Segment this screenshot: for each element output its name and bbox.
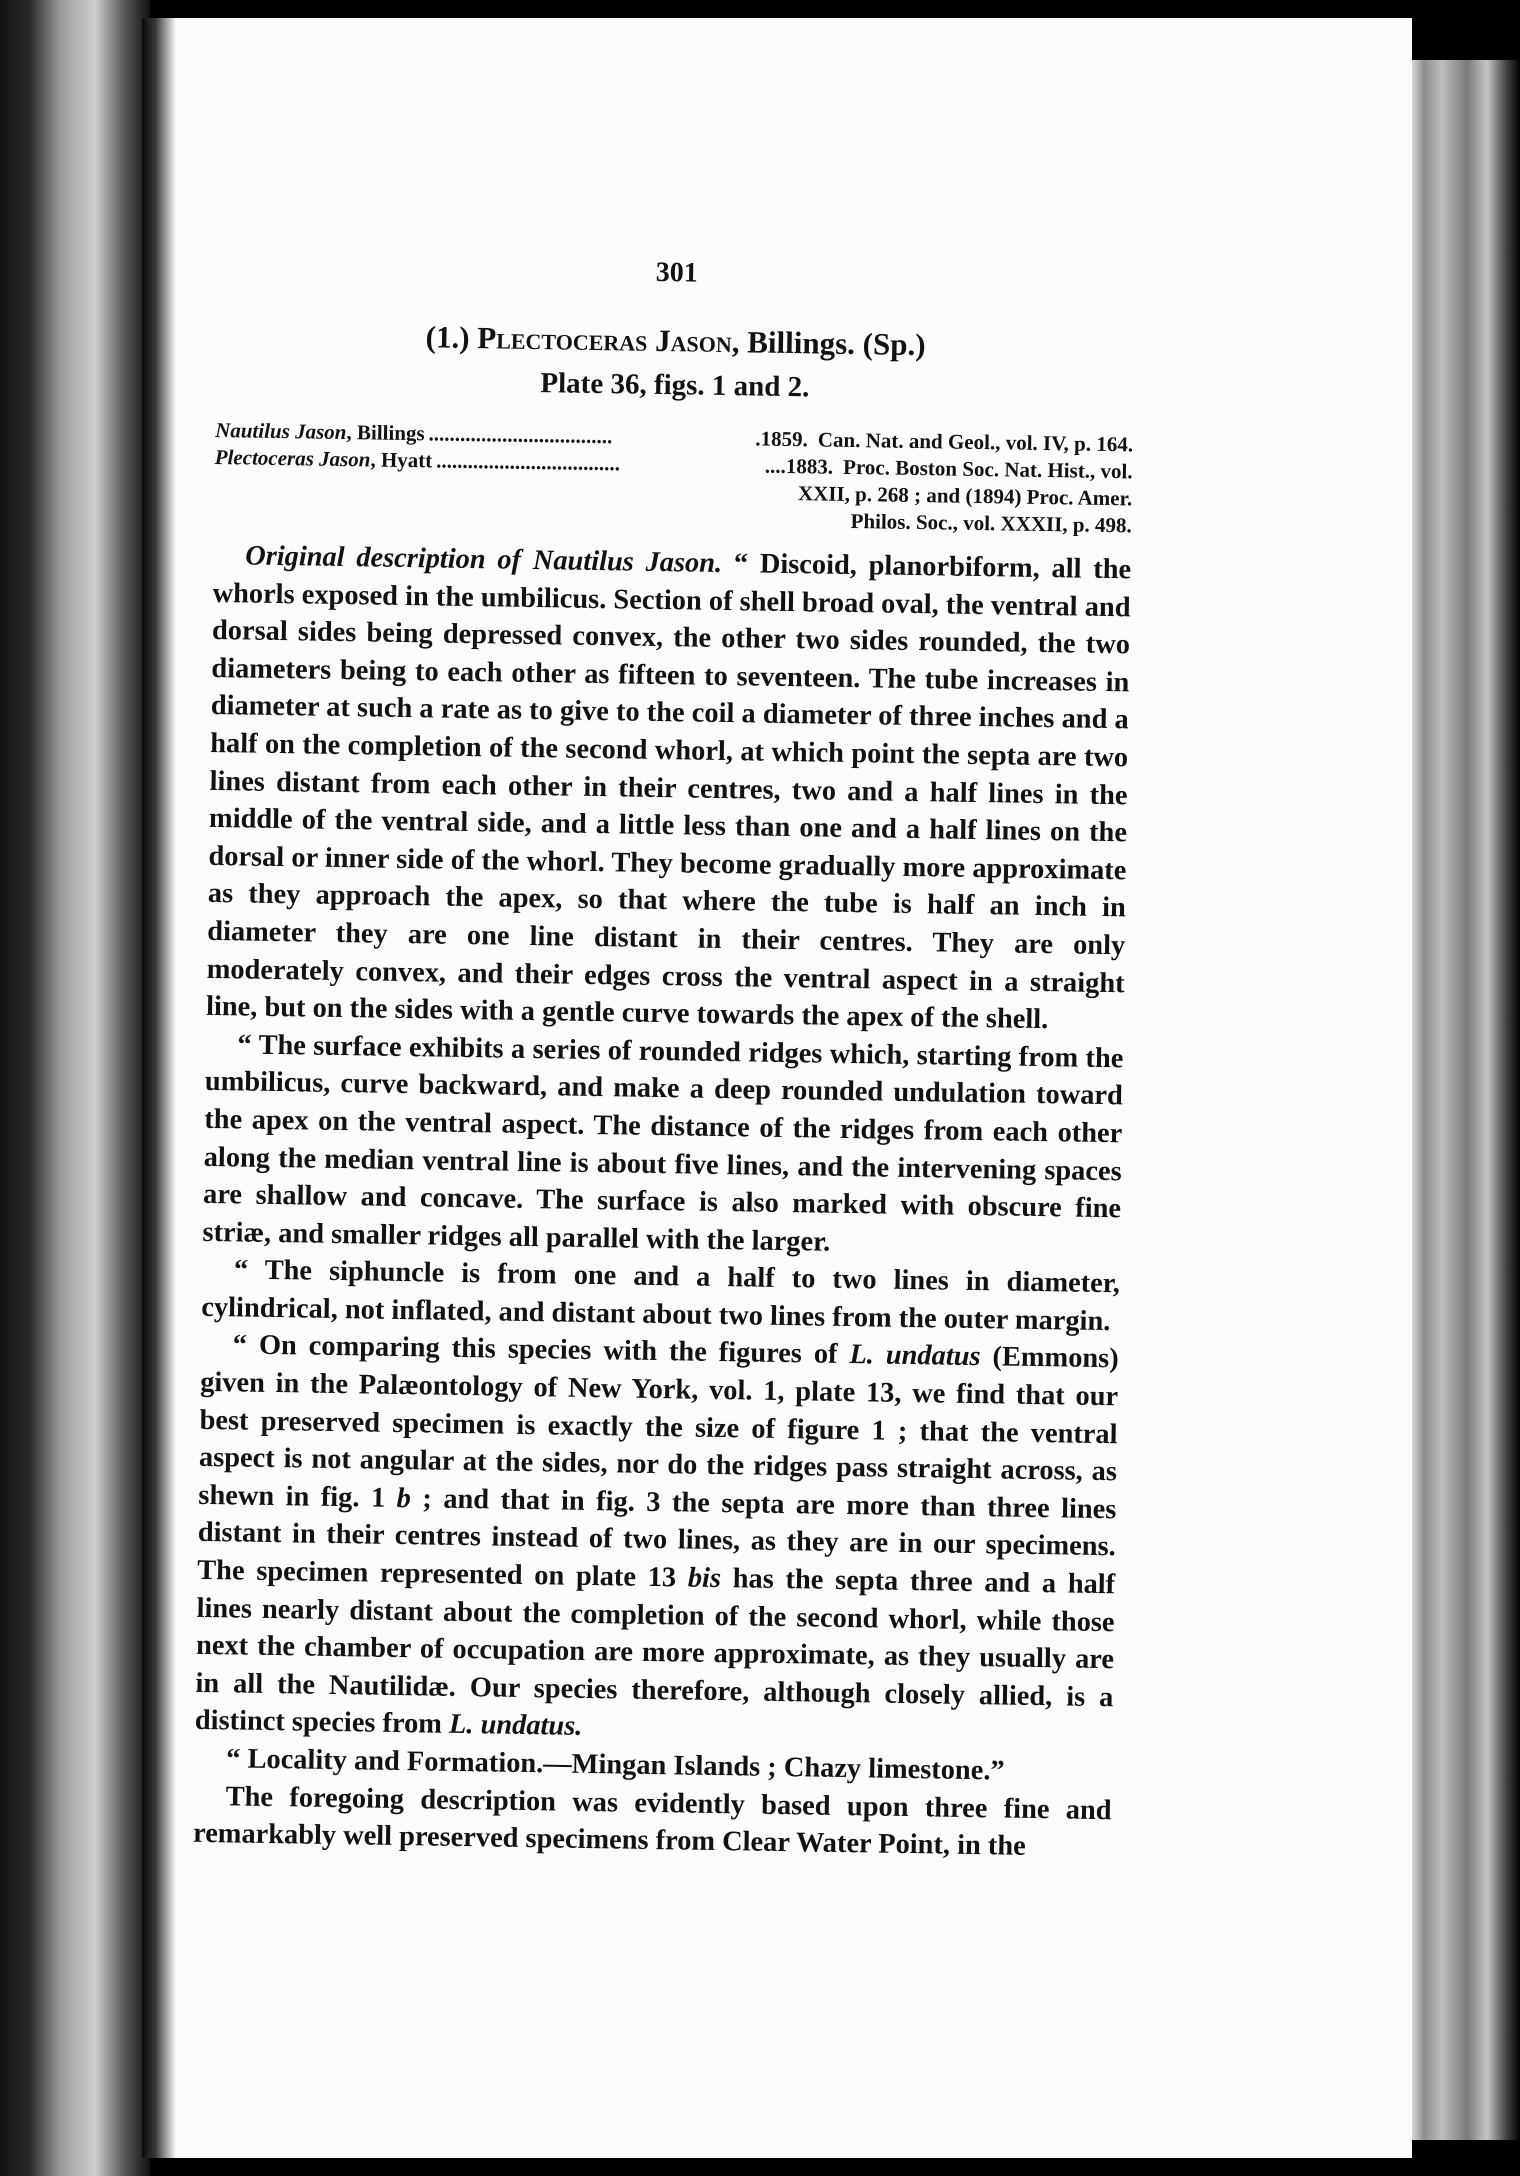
plate-reference: Plate 36, figs. 1 and 2.	[540, 367, 810, 404]
synonym-reference: Proc. Boston Soc. Nat. Hist., vol.	[842, 454, 1133, 484]
species-heading	[216, 316, 1134, 366]
paragraph	[206, 537, 1132, 1040]
synonym-name: Plectoceras Jason	[214, 444, 371, 472]
synonym-reference-continued: XXII, p. 268 ; and (1894) Proc. Amer.	[797, 481, 1133, 511]
synonym-reference-continued: Philos. Soc., vol. XXXII, p. 498.	[850, 508, 1132, 538]
heading-suffix: (Sp.)	[862, 326, 926, 363]
plate-bis: bis	[687, 1562, 722, 1595]
spine-shadow	[142, 18, 176, 2158]
synonymy-list	[214, 417, 1134, 539]
paragraph-lead-in: Original description of Nautilus Jason.	[244, 540, 723, 579]
left-page-edge	[0, 0, 150, 2176]
synonym-author: , Billings	[346, 420, 425, 446]
figure-letter: b	[396, 1482, 412, 1515]
paragraph: The foregoing description was evidently based upon three fine and remarkably well preserved specimens from Clear Water Point, in the	[192, 1780, 1112, 1863]
species-name: L. undatus	[849, 1339, 981, 1373]
heading-number: (1.)	[425, 319, 470, 355]
paragraph: “ The surface exhibits a series of rounded ridges which, starting from the umbilicus, curve backward, and make a deep rounded undulation toward the apex on the ventral aspect. The distance of the ridges from each other along the median ventral line is about five lines, and the intervening spaces are shallow and concave. The surface is also marked with obscure fine striæ, and smaller ridges all parallel with the larger.	[202, 1029, 1124, 1258]
body-text	[193, 537, 1132, 1867]
species-name: L. undatus.	[448, 1709, 583, 1743]
leader-dots: ...................................	[436, 448, 621, 476]
page-number: 301	[655, 256, 698, 289]
synonym-name: Nautilus Jason	[214, 417, 347, 445]
paragraph: “ The siphuncle is from one and a half to two lines in diameter, cylindrical, not inflated, and distant about two lines from the outer margin.	[201, 1254, 1121, 1338]
paragraph-text: “ Discoid, planorbiform, all the whorls exposed in the umbilicus. Section of shell broad oval, the ventral and dorsal sides being depressed convex, the other two sides rounded, the two diameters being to each other as fifteen to seventeen. The tube increases in diameter at such a rate as to give to the coil a diameter of three inches and a half on the completion of the second whorl, at which point the septa are two lines distant from each other in their centres, two and a half lines in the middle of the ventral side, and a little less than one and a half lines on the dorsal or inner side of the whorl. They become gradually more approximate as they approach the apex, so that where the tube is half an inch in diameter they are one line distant in their centres. They are only moderately convex, and their edges cross the ventral aspect in a straight line, but on the sides with a gentle curve towards the apex of the shell.	[205, 548, 1132, 1036]
synonym-year: ....1883.	[764, 453, 834, 479]
paragraph: “ On comparing this species with the figures of L. undatus (Emmons) given in the Palæontology of New York, vol. 1, plate 13, we find that our best preserved specimen is exactly the size of figure 1 ; that the ventral aspect is not angular at the sides, nor do the ridges pass straight across, as shewn in fig. 1 b ; and that in fig. 3 the septa are more than three lines distant in their centres instead of two lines, as they are in our specimens. The specimen represented on plate 13 bis has the septa three and a half lines nearly distant about the completion of the second whorl, while those next the chamber of occupation are more approximate, as they usually are in all the Nautilidæ. Our species therefore, although closely allied, is a distinct species from L. undatus.	[194, 1329, 1119, 1743]
synonym-author: , Hyatt	[370, 447, 433, 473]
right-page-stack-edge	[1412, 60, 1520, 2140]
heading-species: Jason	[654, 322, 733, 360]
heading-genus: Plectoceras	[477, 320, 648, 358]
heading-author: , Billings.	[731, 324, 856, 362]
paragraph: “ Locality and Formation.—Mingan Islands ; Chazy limestone.”	[226, 1743, 1005, 1787]
synonym-reference: Can. Nat. and Geol., vol. IV, p. 164.	[817, 427, 1134, 457]
page-content	[193, 250, 1136, 1867]
synonym-year: .1859.	[755, 426, 809, 452]
leader-dots: ...................................	[428, 421, 613, 449]
